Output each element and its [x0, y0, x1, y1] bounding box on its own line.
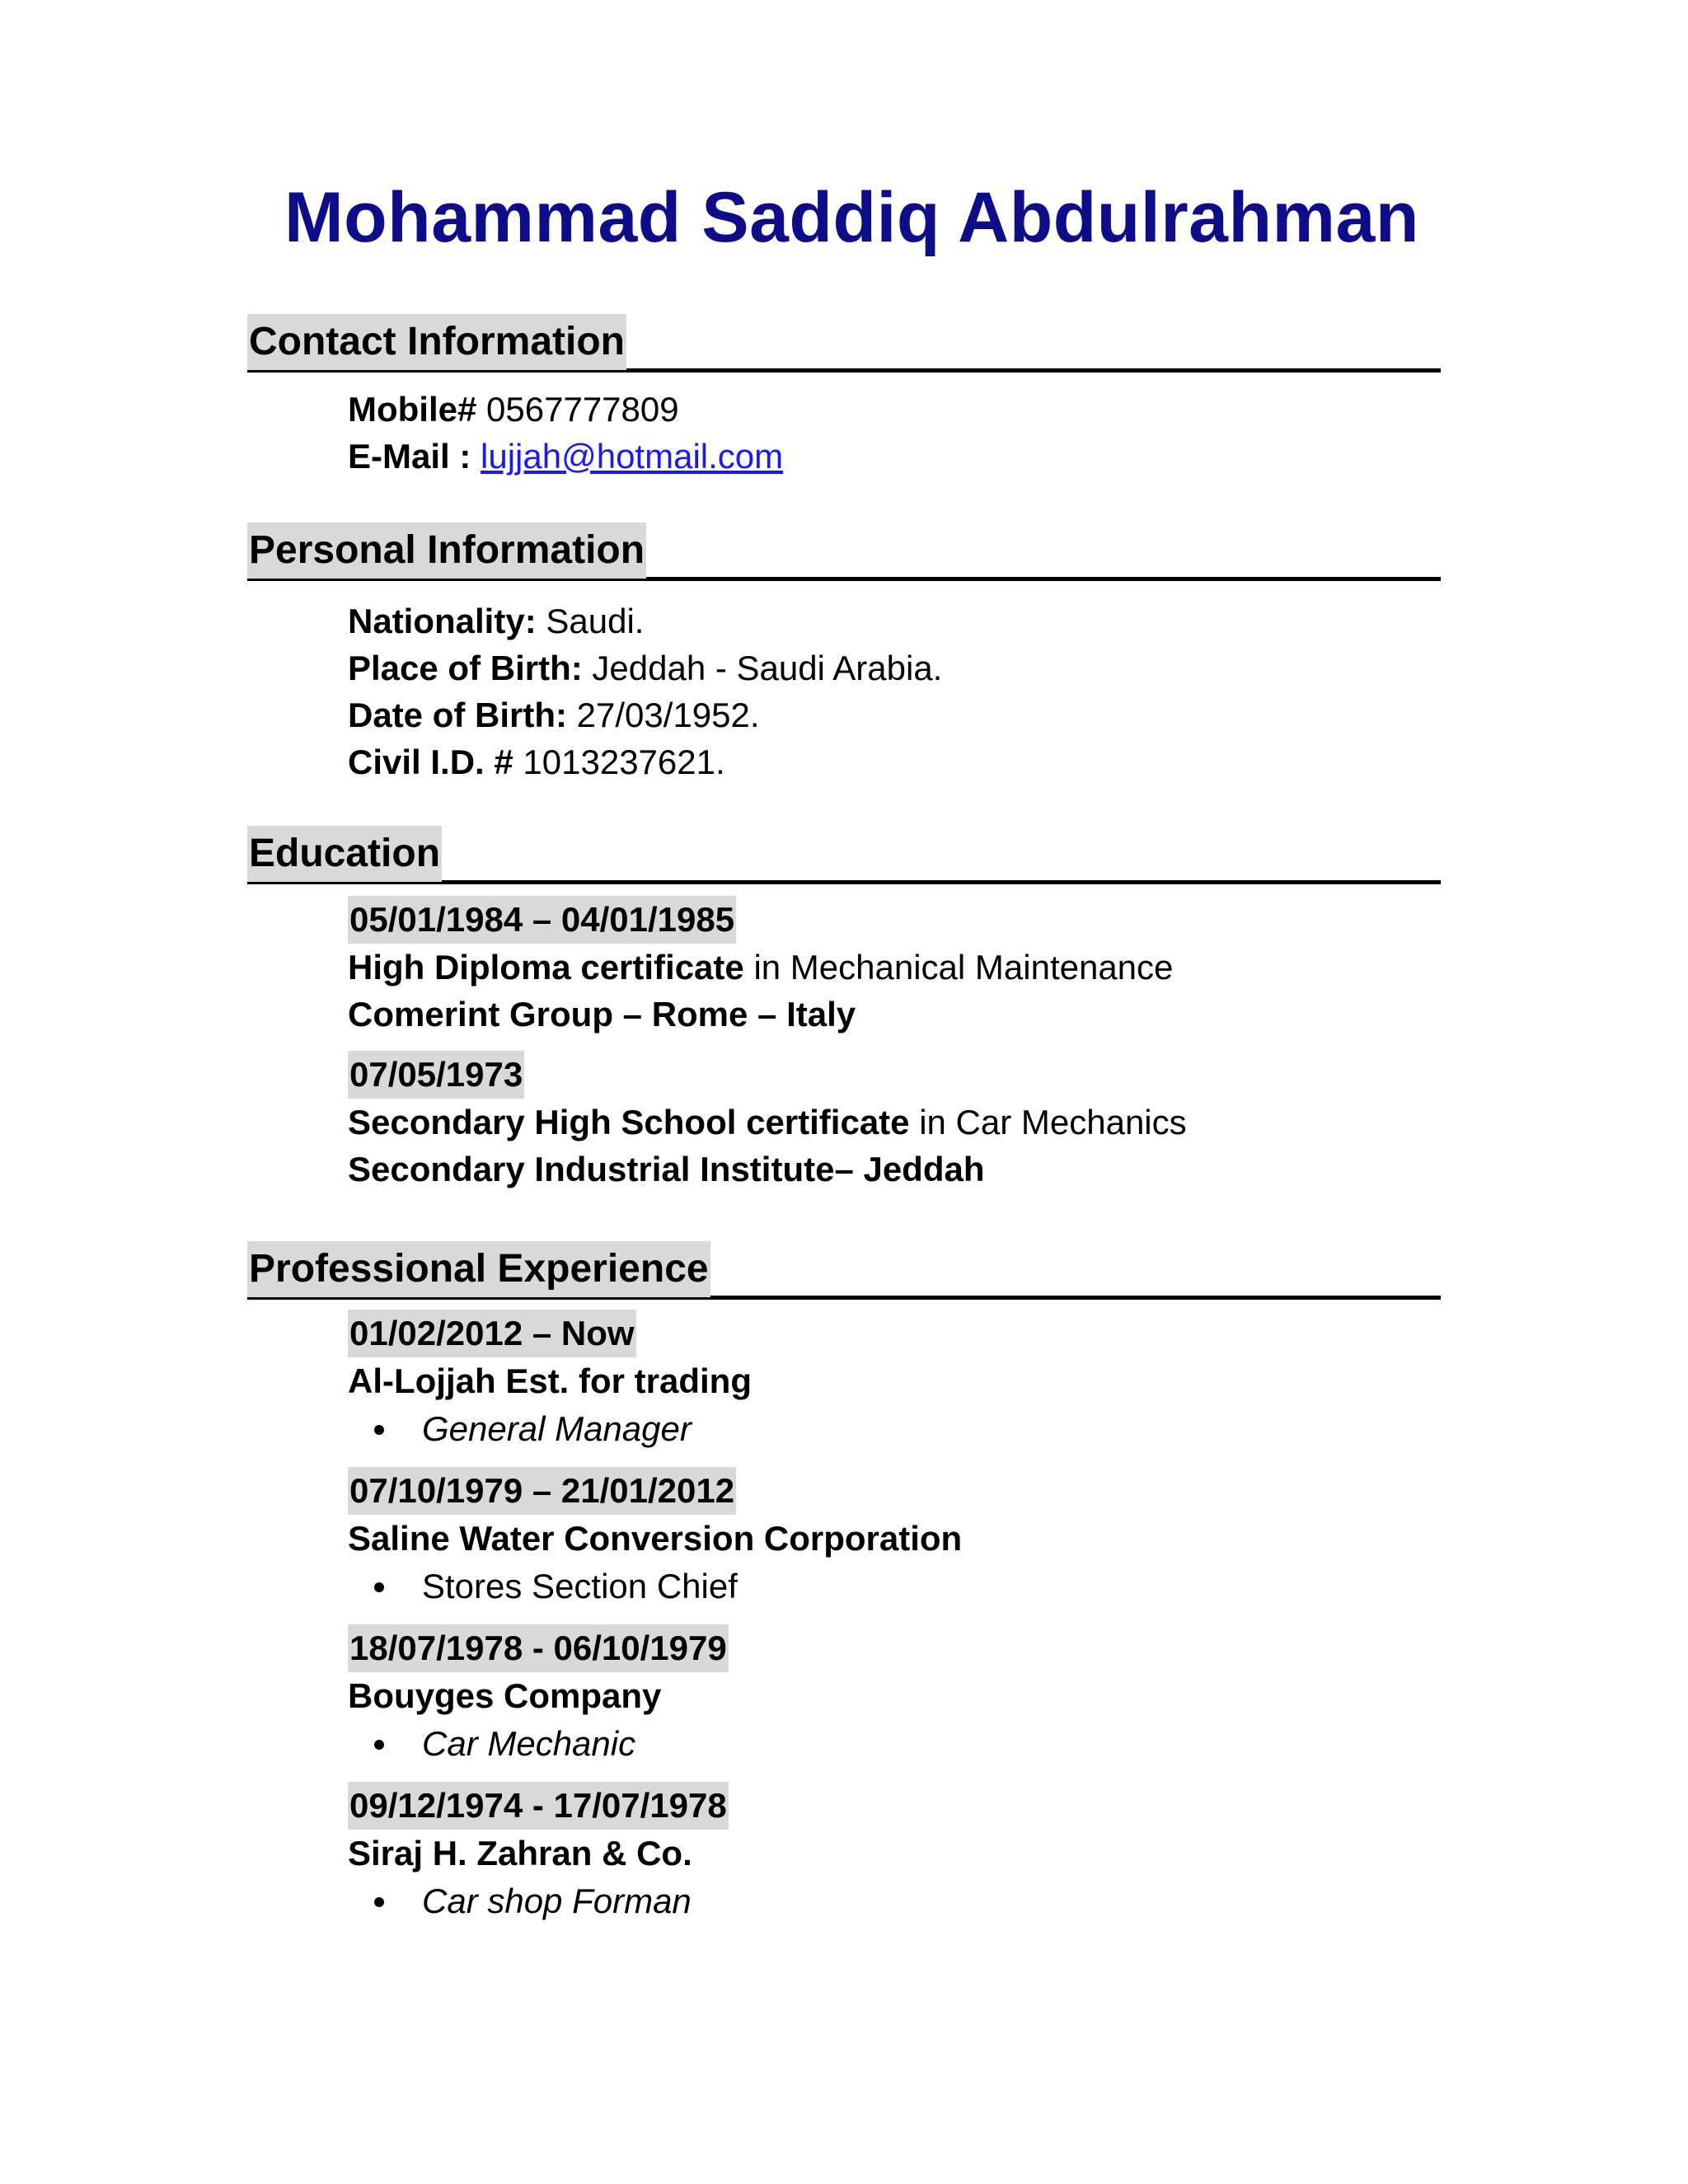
bullet-icon: [374, 1897, 384, 1907]
experience-date: 07/10/1979 – 21/01/2012: [348, 1467, 736, 1515]
education-section-title: Education: [247, 826, 442, 882]
personal-section-header: [247, 518, 1441, 581]
personal-section: [247, 518, 1441, 785]
mobile-line: [348, 386, 1441, 433]
experience-section-title: Professional Experience: [247, 1241, 710, 1297]
education-item: [348, 1051, 1441, 1193]
nationality-value: Saudi.: [546, 602, 645, 640]
email-line: [348, 433, 1441, 480]
mobile-value: 0567777809: [486, 390, 679, 429]
experience-role-item: [348, 1404, 1441, 1454]
education-date: 05/01/1984 – 04/01/1985: [348, 896, 736, 944]
date-of-birth-line: [348, 691, 1441, 738]
nationality-label: Nationality:: [348, 602, 537, 640]
experience-company: Bouyges Company: [348, 1676, 662, 1715]
experience-company: Al-Lojjah Est. for trading: [348, 1361, 752, 1400]
contact-details: [348, 386, 1441, 480]
education-degree: High Diploma certificate: [348, 948, 744, 987]
experience-role: Car Mechanic: [422, 1724, 636, 1763]
experience-date: 09/12/1974 - 17/07/1978: [348, 1782, 729, 1830]
experience-company: Saline Water Conversion Corporation: [348, 1519, 963, 1558]
education-section-header: [247, 821, 1441, 884]
email-label: E-Mail :: [348, 437, 471, 476]
experience-section-header: [247, 1236, 1441, 1300]
email-link[interactable]: lujjah@hotmail.com: [481, 437, 784, 476]
candidate-name: Mohammad Saddiq Abdulrahman: [284, 178, 1419, 257]
education-item: [348, 896, 1441, 1038]
education-field: in Mechanical Maintenance: [753, 948, 1174, 987]
place-of-birth-label: Place of Birth:: [348, 649, 583, 687]
experience-role-item: [348, 1719, 1441, 1769]
experience-company: Siraj H. Zahran & Co.: [348, 1834, 692, 1872]
experience-item: [348, 1310, 1441, 1454]
contact-section-header: [247, 309, 1441, 373]
experience-role-item: [348, 1562, 1441, 1611]
experience-role: Car shop Forman: [422, 1882, 692, 1920]
place-of-birth-value: Jeddah - Saudi Arabia.: [592, 649, 943, 687]
civil-id-value: 1013237621.: [523, 743, 725, 781]
education-institution: Comerint Group – Rome – Italy: [348, 995, 856, 1033]
bullet-icon: [374, 1582, 384, 1592]
education-degree: Secondary High School certificate: [348, 1103, 910, 1141]
personal-details: [348, 598, 1441, 785]
education-degree-line: [348, 944, 1441, 991]
civil-id-label: Civil I.D. #: [348, 743, 513, 781]
experience-item: [348, 1624, 1441, 1769]
experience-role-item: [348, 1877, 1441, 1926]
experience-list: [348, 1310, 1441, 1926]
place-of-birth-line: [348, 644, 1441, 691]
date-of-birth-value: 27/03/1952.: [576, 696, 760, 734]
contact-section: [247, 309, 1441, 480]
civil-id-line: [348, 738, 1441, 785]
education-section: [247, 821, 1441, 1193]
experience-date: 18/07/1978 - 06/10/1979: [348, 1624, 729, 1672]
personal-section-title: Personal Information: [247, 523, 646, 579]
experience-role: General Manager: [422, 1409, 692, 1448]
experience-item: [348, 1467, 1441, 1611]
nationality-line: [348, 598, 1441, 644]
experience-date: 01/02/2012 – Now: [348, 1310, 636, 1357]
education-field: in Car Mechanics: [919, 1103, 1187, 1141]
contact-section-title: Contact Information: [247, 314, 626, 370]
education-list: [348, 896, 1441, 1193]
bullet-icon: [374, 1740, 384, 1750]
education-degree-line: [348, 1099, 1441, 1146]
bullet-icon: [374, 1425, 384, 1435]
experience-item: [348, 1782, 1441, 1926]
education-institution: Secondary Industrial Institute– Jeddah: [348, 1150, 985, 1188]
experience-role: Stores Section Chief: [422, 1567, 738, 1605]
date-of-birth-label: Date of Birth:: [348, 696, 567, 734]
education-date: 07/05/1973: [348, 1051, 524, 1099]
mobile-label: Mobile#: [348, 390, 477, 429]
experience-section: [247, 1236, 1441, 1926]
